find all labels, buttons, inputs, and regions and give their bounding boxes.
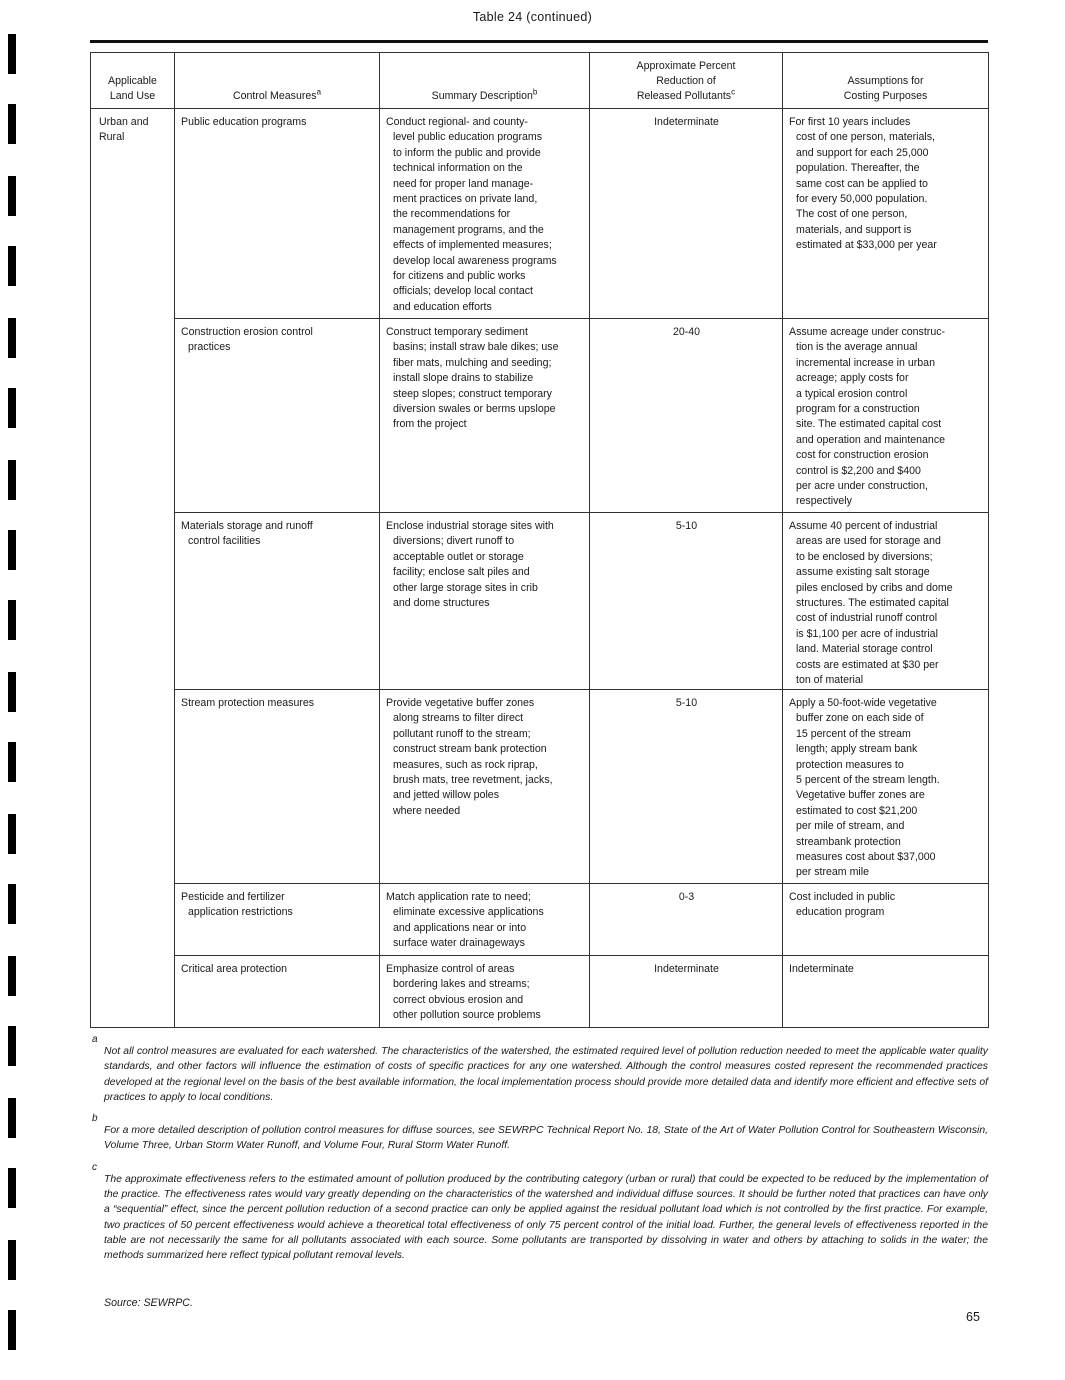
table-title: Table 24 (continued) <box>472 10 593 24</box>
text-line: measures, such as rock riprap, <box>393 758 538 771</box>
control-measures-table <box>90 52 989 1028</box>
text-line: to inform the public and provide <box>393 146 541 159</box>
text-line: materials, and support is <box>796 223 912 236</box>
text-line: per mile of stream, and <box>796 820 905 833</box>
text-line: areas are used for storage and <box>796 535 941 548</box>
text-line: Apply a 50-foot-wide vegetative <box>789 697 937 709</box>
text-line: population. Thereafter, the <box>796 162 920 175</box>
text-line: is $1,100 per acre of industrial <box>796 627 938 640</box>
binder-mark <box>8 460 16 500</box>
text-line: land. Material storage control <box>796 643 933 656</box>
text-line: control facilities <box>188 535 261 548</box>
text-line: piles enclosed by cribs and dome <box>796 581 953 594</box>
text-line: For first 10 years includes <box>789 116 911 128</box>
text-line: 5 percent of the stream length. <box>796 774 940 787</box>
text-line: pollutant runoff to the stream; <box>393 727 531 740</box>
text-line: Vegetative buffer zones are <box>796 789 925 802</box>
text-line: Emphasize control of areas <box>386 963 515 975</box>
text-line: and support for each 25,000 <box>796 146 929 159</box>
text-line: for every 50,000 population. <box>796 193 928 206</box>
text-line: protection measures to <box>796 758 904 771</box>
text-line: education program <box>796 906 885 919</box>
text-line: bordering lakes and streams; <box>393 978 530 991</box>
text-line: correct obvious erosion and <box>393 993 524 1006</box>
description-cell <box>380 109 590 319</box>
control-measure-cell <box>175 690 380 884</box>
description-cell <box>380 513 590 690</box>
text-line: Match application rate to need; <box>386 891 531 903</box>
binder-mark <box>8 34 16 74</box>
footnote-mark: b <box>92 1113 98 1125</box>
text-line: the recommendations for <box>393 208 511 221</box>
control-measure-cell <box>175 513 380 690</box>
header-summary-description: Summary Description$^b$ <box>380 53 590 109</box>
control-measure-cell <box>175 956 380 1028</box>
text-line: estimated at $33,000 per year <box>796 239 937 252</box>
text-line: streambank protection <box>796 835 901 848</box>
binder-mark <box>8 318 16 358</box>
text-line: program for a construction <box>796 403 920 416</box>
text-line: Assume 40 percent of industrial <box>789 520 938 532</box>
assumptions-cell <box>783 884 989 956</box>
description-cell <box>380 690 590 884</box>
text-line: Pesticide and fertilizer <box>181 891 285 903</box>
table-row <box>91 109 989 319</box>
text-line: The cost of one person, <box>796 208 908 221</box>
percent-reduction-cell: 5-10 <box>590 690 783 884</box>
header-control-measures: Control Measures$^a$ <box>175 53 380 109</box>
text-line: for citizens and public works <box>393 270 526 283</box>
text-line: basins; install straw bale dikes; use <box>393 341 559 354</box>
description-cell <box>380 956 590 1028</box>
text-line: Conduct regional- and county- <box>386 116 528 128</box>
land-use-cell <box>91 109 175 1028</box>
text-line: management programs, and the <box>393 223 544 236</box>
text-line: along streams to filter direct <box>393 712 524 725</box>
assumptions-cell <box>783 690 989 884</box>
binder-mark <box>8 1026 16 1066</box>
text-line: Construct temporary sediment <box>386 326 528 338</box>
text-line: construct stream bank protection <box>393 743 547 756</box>
footnote-b <box>92 1113 988 1154</box>
text-line: and applications near or into <box>393 921 527 934</box>
text-line: 15 percent of the stream <box>796 727 911 740</box>
header-assumptions <box>783 53 989 109</box>
text-line: assume existing salt storage <box>796 566 930 579</box>
text-line: effects of implemented measures; <box>393 239 552 252</box>
header-land-use <box>91 53 175 109</box>
text-line: respectively <box>796 495 852 508</box>
text-line: develop local awareness programs <box>393 254 557 267</box>
table-row <box>91 956 989 1028</box>
footnote-c <box>92 1161 988 1264</box>
binder-mark <box>8 530 16 570</box>
control-measure-cell <box>175 319 380 513</box>
text-line: diversions; divert runoff to <box>393 535 515 548</box>
text-line: Materials storage and runoff <box>181 520 313 532</box>
text-line: brush mats, tree revetment, jacks, <box>393 774 553 787</box>
footnotes <box>92 1034 988 1276</box>
text-line: and education efforts <box>393 300 492 313</box>
text-line: acceptable outlet or storage <box>393 550 524 563</box>
text-line: and operation and maintenance <box>796 433 946 446</box>
text-line: incremental increase in urban <box>796 356 935 369</box>
text-line: ton of material <box>796 674 864 687</box>
text-line: Released Pollutants$^c$ <box>636 87 736 102</box>
text-line: Cost included in public <box>789 891 895 903</box>
text-line: steep slopes; construct temporary <box>393 387 552 400</box>
binder-mark <box>8 742 16 782</box>
text-line: measures cost about $37,000 <box>796 851 936 864</box>
text-line: officials; develop local contact <box>393 285 533 298</box>
text-line: Critical area protection <box>181 963 287 975</box>
page-number: 65 <box>966 1310 980 1324</box>
table-row <box>91 513 989 690</box>
text-line: acreage; apply costs for <box>796 372 909 385</box>
text-line: Reduction of <box>656 75 716 87</box>
text-line: ment practices on private land, <box>393 193 538 206</box>
text-line: site. The estimated capital cost <box>796 418 942 431</box>
text-line: Enclose industrial storage sites with <box>386 520 554 532</box>
text-line: same cost can be applied to <box>796 177 928 190</box>
text-line: Applicable <box>108 75 157 87</box>
text-line: Costing Purposes <box>843 90 928 102</box>
table-row <box>91 319 989 513</box>
text-line: Provide vegetative buffer zones <box>386 697 535 709</box>
assumptions-cell <box>783 513 989 690</box>
control-measure-cell <box>175 109 380 319</box>
percent-reduction-cell: 20-40 <box>590 319 783 513</box>
text-line: Stream protection measures <box>181 697 315 709</box>
control-measure-cell <box>175 884 380 956</box>
text-line: Assumptions for <box>847 75 924 87</box>
table-row <box>91 690 989 884</box>
binder-mark <box>8 388 16 428</box>
text-line: Approximate Percent <box>636 60 736 72</box>
binder-mark <box>8 814 16 854</box>
text-line: cost of one person, materials, <box>796 131 935 144</box>
text-line: Assume acreage under construc- <box>789 326 946 338</box>
text-line: control is $2,200 and $400 <box>796 464 921 477</box>
text-line: length; apply stream bank <box>796 743 918 756</box>
text-line: diversion swales or berms upslope <box>393 403 556 416</box>
percent-reduction-cell: 5-10 <box>590 513 783 690</box>
binder-mark <box>8 1240 16 1280</box>
text-line: tion is the average annual <box>796 341 918 354</box>
text-line: and dome structures <box>393 597 490 610</box>
binder-mark <box>8 176 16 216</box>
text-line: practices <box>188 341 231 354</box>
assumptions-cell <box>783 319 989 513</box>
binder-mark <box>8 956 16 996</box>
text-line: Land Use <box>109 90 156 102</box>
text-line: and jetted willow poles <box>393 789 499 802</box>
footnote-mark: a <box>92 1034 98 1045</box>
text-line: a typical erosion control <box>796 387 908 400</box>
text-line: Rural <box>99 131 125 144</box>
footnote-text: For a more detailed description of pollution control measures for diffuse sources, see SEWRPC Technical Report No. 18, State of the Art of Water Pollution Control for Southeastern Wisconsin, Volume Three, Urban Storm Water Runoff, and Volume Four, Rural Storm Water Runoff. <box>104 1125 988 1152</box>
text-line: buffer zone on each side of <box>796 712 924 725</box>
footnote-text: The approximate effectiveness refers to the estimated amount of pollution produced by the contributing category (urban or rural) that could be expected to be reduced by the implementation of the practice. The effectiveness rates would vary greatly depending on the characteristics of the watershed and individual diffuse sources. It should be further noted that practices can have only a “sequential” effect, since the percent pollution reduction of a second practice can only be applied against the residual pollutant load which is not controlled by the first practice. For example, two practices of 50 percent effectiveness would achieve a theoretical total effectiveness of only 75 percent control of the initial load. Further, the general levels of effectiveness reported in the table are not necessarily the same for all pollutants associated with each source. Some pollutants are transported by dissolving in water and others by attaching to solids in the water; the methods summarized here reflect typical pollutant removal levels. <box>104 1173 988 1262</box>
binder-marks <box>8 0 20 1380</box>
text-line: Public education programs <box>181 116 307 128</box>
header-row <box>91 53 989 109</box>
text-line: fiber mats, mulching and seeding; <box>393 356 552 369</box>
assumptions-cell <box>783 956 989 1028</box>
text-line: install slope drains to stabilize <box>393 372 534 385</box>
percent-reduction-cell: Indeterminate <box>590 109 783 319</box>
binder-mark <box>8 600 16 640</box>
text-line: cost of industrial runoff control <box>796 612 938 625</box>
binder-mark <box>8 672 16 712</box>
percent-reduction-cell: 0-3 <box>590 884 783 956</box>
text-line: cost for construction erosion <box>796 449 929 462</box>
text-line: Urban and <box>99 116 149 128</box>
text-line: Indeterminate <box>789 963 854 975</box>
binder-mark <box>8 246 16 286</box>
text-line: other pollution source problems <box>393 1009 541 1022</box>
binder-mark <box>8 1168 16 1208</box>
percent-reduction-cell: Indeterminate <box>590 956 783 1028</box>
footnote-ref: c <box>731 87 736 97</box>
source-note: Source: SEWRPC. <box>104 1297 193 1309</box>
header-percent-reduction <box>590 53 783 109</box>
text-line: estimated to cost $21,200 <box>796 804 918 817</box>
text-line: per stream mile <box>796 866 869 879</box>
text-line: application restrictions <box>188 906 293 919</box>
text-line: facility; enclose salt piles and <box>393 566 530 579</box>
description-cell <box>380 319 590 513</box>
assumptions-cell <box>783 109 989 319</box>
text-line: surface water drainageways <box>393 937 525 950</box>
text-line: technical information on the <box>393 162 523 175</box>
footnote-text: Not all control measures are evaluated for each watershed. The characteristics of the watershed, the estimated required level of pollution reduction needed to meet the applicable water quality standards, and other factors will influence the estimation of costs of specific practices for any one watershed. Although the control measures costed represent the recommended practices developed at the regional level on the basis of the best available information, the local implementation process should provide more detailed data and identify more efficient and effective sets of practices to apply to local conditions. <box>104 1046 988 1103</box>
binder-mark <box>8 1310 16 1350</box>
text-line: costs are estimated at $30 per <box>796 658 939 671</box>
text-line: structures. The estimated capital <box>796 597 949 610</box>
binder-mark <box>8 104 16 144</box>
text-line: to be enclosed by diversions; <box>796 550 933 563</box>
description-cell <box>380 884 590 956</box>
text-line: Construction erosion control <box>181 326 313 338</box>
text-line: eliminate excessive applications <box>393 906 544 919</box>
text-line: level public education programs <box>393 131 542 144</box>
footnote-a <box>92 1034 988 1105</box>
table-row <box>91 884 989 956</box>
text-line: where needed <box>393 804 461 817</box>
text-line: from the project <box>393 418 467 431</box>
text-line: per acre under construction, <box>796 480 928 493</box>
text-line: need for proper land manage- <box>393 177 534 190</box>
top-rule <box>90 40 988 43</box>
binder-mark <box>8 1098 16 1138</box>
binder-mark <box>8 884 16 924</box>
footnote-mark: c <box>92 1161 97 1173</box>
text-line: other large storage sites in crib <box>393 581 538 594</box>
